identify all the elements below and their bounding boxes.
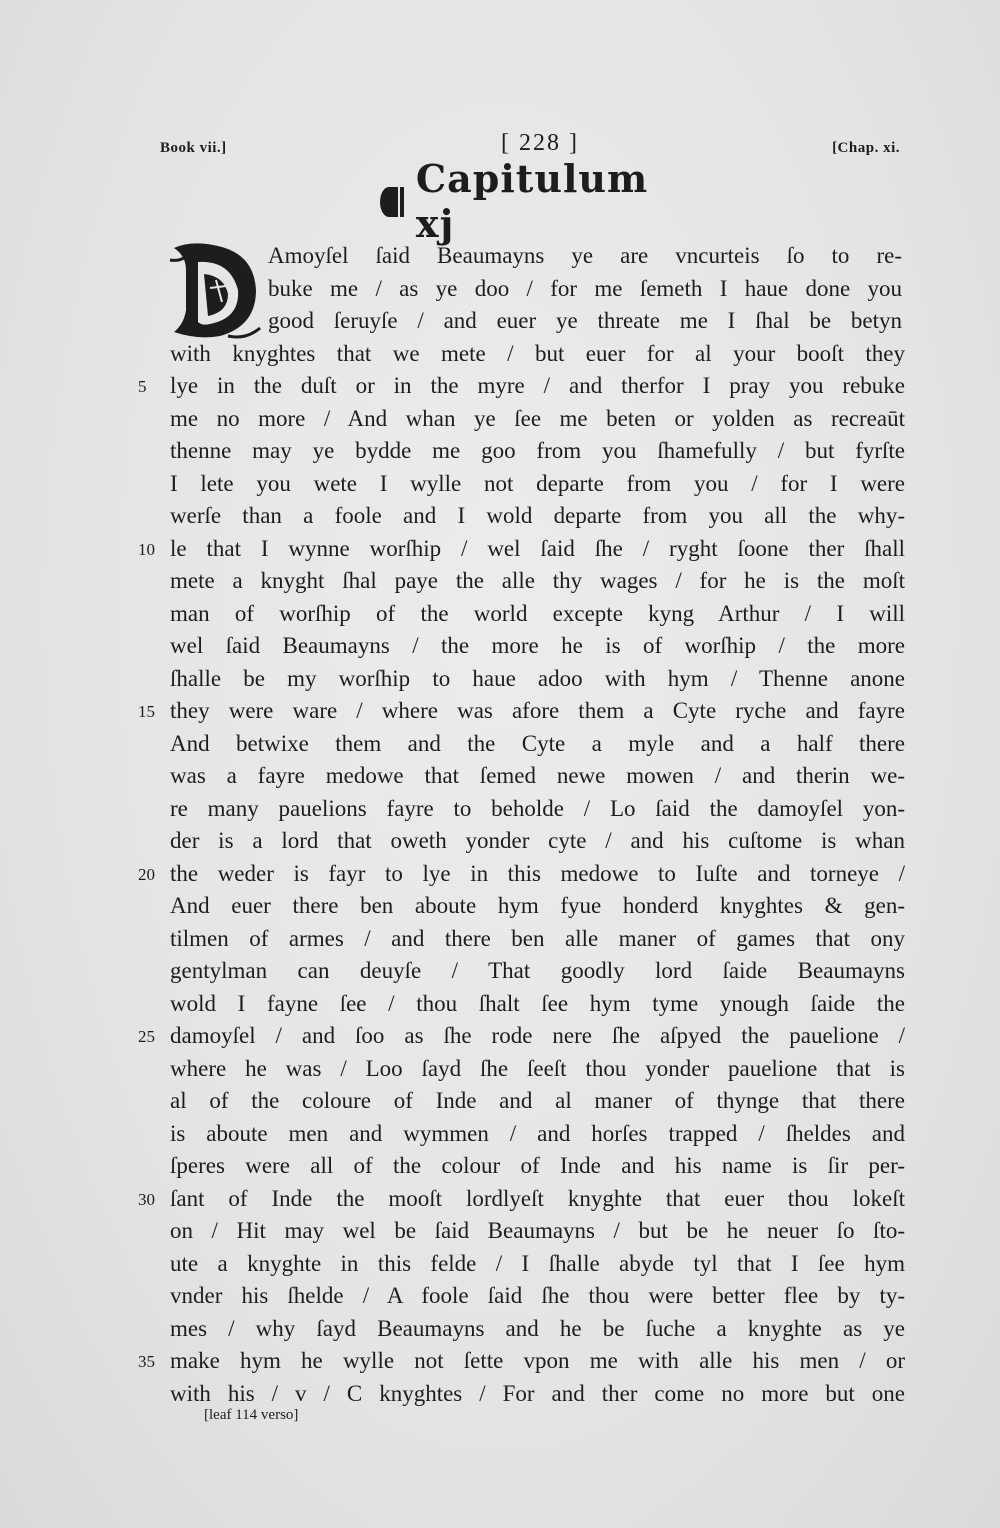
text-line: me no more / And whan ye ſee me beten or yolden as recreaūt: [170, 405, 905, 431]
text-line: der is a lord that oweth yonder cyte / and his cuſtome is whan: [170, 828, 905, 853]
text-line: damoyſel / and ſoo as ſhe rode nere ſhe aſpyed the pauelione /: [170, 1023, 905, 1048]
text-line: ſhalle be my worſhip to haue adoo with hym / Thenne anone: [170, 665, 905, 691]
text-line: And euer there ben aboute hym fyue honderd knyghtes & gen-: [170, 893, 905, 918]
leaf-reference: [leaf 114 verso]: [204, 1407, 299, 1423]
text-line: buke me / as ye doo / for me ſemeth I haue done you: [268, 275, 902, 301]
pilcrow-icon: [380, 183, 406, 219]
text-line: the weder is fayr to lye in this medowe to Iuſte and torneye /: [170, 860, 905, 886]
text-line: good ſeruyſe / and euer ye threate me I ſhal be betyn: [268, 308, 902, 333]
line-number: 5: [138, 377, 147, 396]
line-number: 35: [138, 1352, 155, 1371]
text-line: mete a knyght ſhal paye the alle thy wages / for he is the moſt: [170, 568, 905, 593]
text-line: ſperes were all of the colour of Inde and his name is ſir per-: [170, 1153, 905, 1178]
text-line: man of worſhip of the world excepte kyng Arthur / I will: [170, 600, 905, 626]
text-line: tilmen of armes / and there ben alle maner of games that ony: [170, 925, 905, 951]
page-number: [ 228 ]: [501, 130, 579, 156]
chapter-heading-text: Capitulum xj: [415, 156, 649, 246]
text-line: was a fayre medowe that ſemed newe mowen / and therin we-: [170, 763, 905, 788]
line-number: 20: [138, 864, 155, 884]
line-number: 25: [138, 1027, 155, 1046]
text-line: wel ſaid Beaumayns / the more he is of worſhip / the more: [170, 633, 905, 658]
text-line: they were ware / where was afore them a Cyte ryche and fayre: [170, 698, 905, 723]
text-line: on / Hit may wel be ſaid Beaumayns / but be he neuer ſo ſto-: [170, 1218, 905, 1243]
text-line: al of the coloure of Inde and al maner of thynge that there: [170, 1088, 905, 1113]
text-line: gentylman can deuyſe / That goodly lord ſaide Beaumayns: [170, 958, 905, 983]
text-line: lye in the duſt or in the myre / and therfor I pray you rebuke: [170, 373, 905, 398]
text-line: werſe than a foole and I wold departe from you all the why-: [170, 503, 905, 528]
text-line: mes / why ſayd Beaumayns and he be ſuche a knyghte as ye: [170, 1315, 905, 1341]
text-line: with his / v / C knyghtes / For and ther come no more but one: [170, 1380, 905, 1406]
line-number: 10: [138, 539, 155, 559]
line-number: 15: [138, 702, 155, 721]
line-number: 30: [138, 1189, 155, 1209]
text-line: is aboute men and wymmen / and horſes trapped / ſheldes and: [170, 1120, 905, 1146]
chapter-heading: [380, 156, 700, 246]
text-line: thenne may ye bydde me goo from you ſhamefully / but fyrſte: [170, 438, 905, 463]
running-head-chapter: [Chap. xi.: [832, 140, 900, 156]
text-line: le that I wynne worſhip / wel ſaid ſhe / ryght ſoone ther ſhall: [170, 535, 905, 561]
text-line: I lete you wete I wylle not departe from you / for I were: [170, 470, 905, 496]
text-line: ute a knyghte in this felde / I ſhalle abyde tyl that I ſee hym: [170, 1250, 905, 1276]
text-line: Amoyſel ſaid Beaumayns ye are vncurteis ſo to re-: [268, 243, 902, 268]
text-line: And betwixe them and the Cyte a myle and a half there: [170, 730, 905, 756]
running-head-book: Book vii.]: [160, 140, 227, 156]
text-line: make hym he wylle not ſette vpon me with alle his men / or: [170, 1348, 905, 1373]
text-line: wold I fayne ſee / thou ſhalt ſee hym tyme ynough ſaide the: [170, 990, 905, 1016]
text-line: ſant of Inde the mooſt lordlyeſt knyghte that euer thou lokeſt: [170, 1185, 905, 1211]
drop-initial-d-icon: [168, 240, 264, 340]
text-line: re many pauelions fayre to beholde / Lo ſaid the damoyſel yon-: [170, 795, 905, 821]
text-line: vnder his ſhelde / A foole ſaid ſhe thou were better flee by ty-: [170, 1283, 905, 1308]
text-line: with knyghtes that we mete / but euer for al your booſt they: [170, 340, 905, 366]
text-line: where he was / Loo ſayd ſhe ſeeſt thou yonder pauelione that is: [170, 1055, 905, 1081]
